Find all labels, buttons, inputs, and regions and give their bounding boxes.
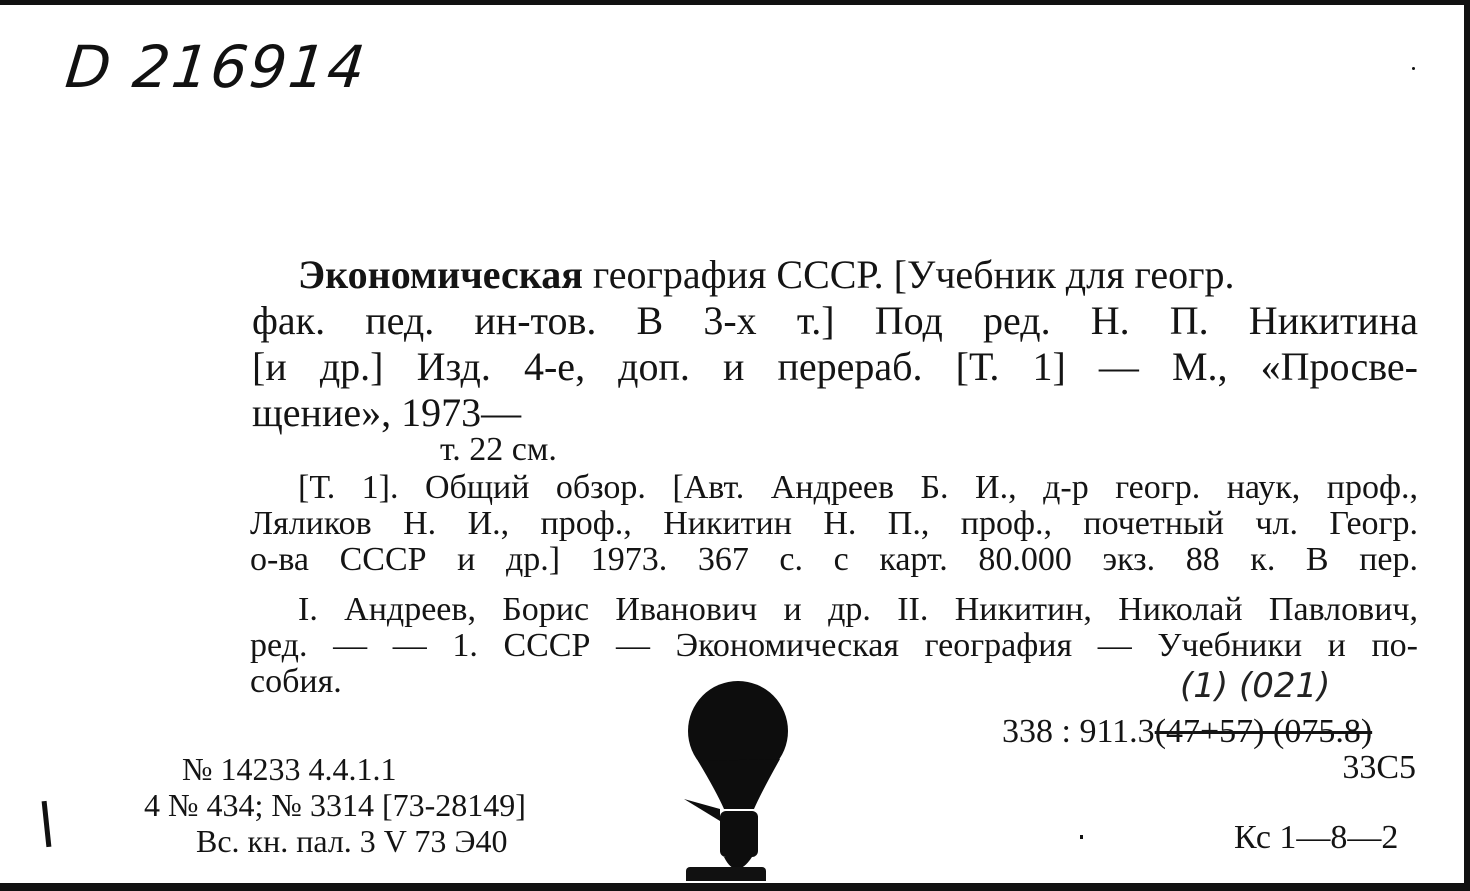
tracing-line-1: I. Андреев, Борис Иванович и др. II. Никитин, Николай Павлович, [298, 591, 1418, 628]
udc-struck: (47+57) (075.8) [1154, 713, 1373, 750]
title-line-1 [298, 252, 1418, 297]
kc-code: Кс 1—8—2 [1234, 819, 1399, 856]
tracing-line-2: ред. — — 1. СССР — Экономическая география — Учебники и по- [250, 627, 1418, 664]
stamp-base-mark [686, 867, 766, 881]
title-line-2: фак. пед. ин-тов. В 3-х т.] Под ред. Н. П. Никитина [252, 298, 1418, 343]
handwritten-codes: (1) (021) [1180, 666, 1331, 706]
handwritten-accession-number: D 216914 [62, 33, 371, 101]
title-bold-word: Экономическая [298, 252, 583, 297]
format-line: т. 22 см. [440, 431, 557, 468]
library-stamp-icon [676, 681, 806, 891]
tracing-line-3: собия. [250, 663, 342, 700]
footer-line-2: 4 № 434; № 3314 [73-28149] [144, 787, 526, 823]
scan-dot [1412, 67, 1415, 70]
volume-line-1: [Т. 1]. Общий обзор. [Авт. Андреев Б. И., д-р геогр. наук, проф., [298, 469, 1418, 506]
volume-line-2: Ляликов Н. И., проф., Никитин Н. П., проф., почетный чл. Геогр. [250, 505, 1418, 542]
scan-dot [1080, 835, 1083, 839]
udc-code [1002, 715, 1372, 749]
title-line-1-rest: география СССР. [Учебник для геогр. [582, 252, 1235, 297]
scan-mark [42, 801, 52, 847]
title-line-4: щение», 1973— [252, 390, 522, 435]
footer-line-3: Вс. кн. пал. 3 V 73 Э40 [196, 823, 508, 859]
bbk-code: 33С5 [1342, 749, 1416, 786]
udc-prefix: 338 : 911.3 [1002, 713, 1155, 750]
volume-line-3: о-ва СССР и др.] 1973. 367 с. с карт. 80.000 экз. 88 к. В пер. [250, 541, 1418, 578]
footer-line-1: № 14233 4.4.1.1 [182, 751, 397, 787]
title-line-3: [и др.] Изд. 4-е, доп. и перераб. [Т. 1] — М., «Просве- [252, 344, 1418, 389]
